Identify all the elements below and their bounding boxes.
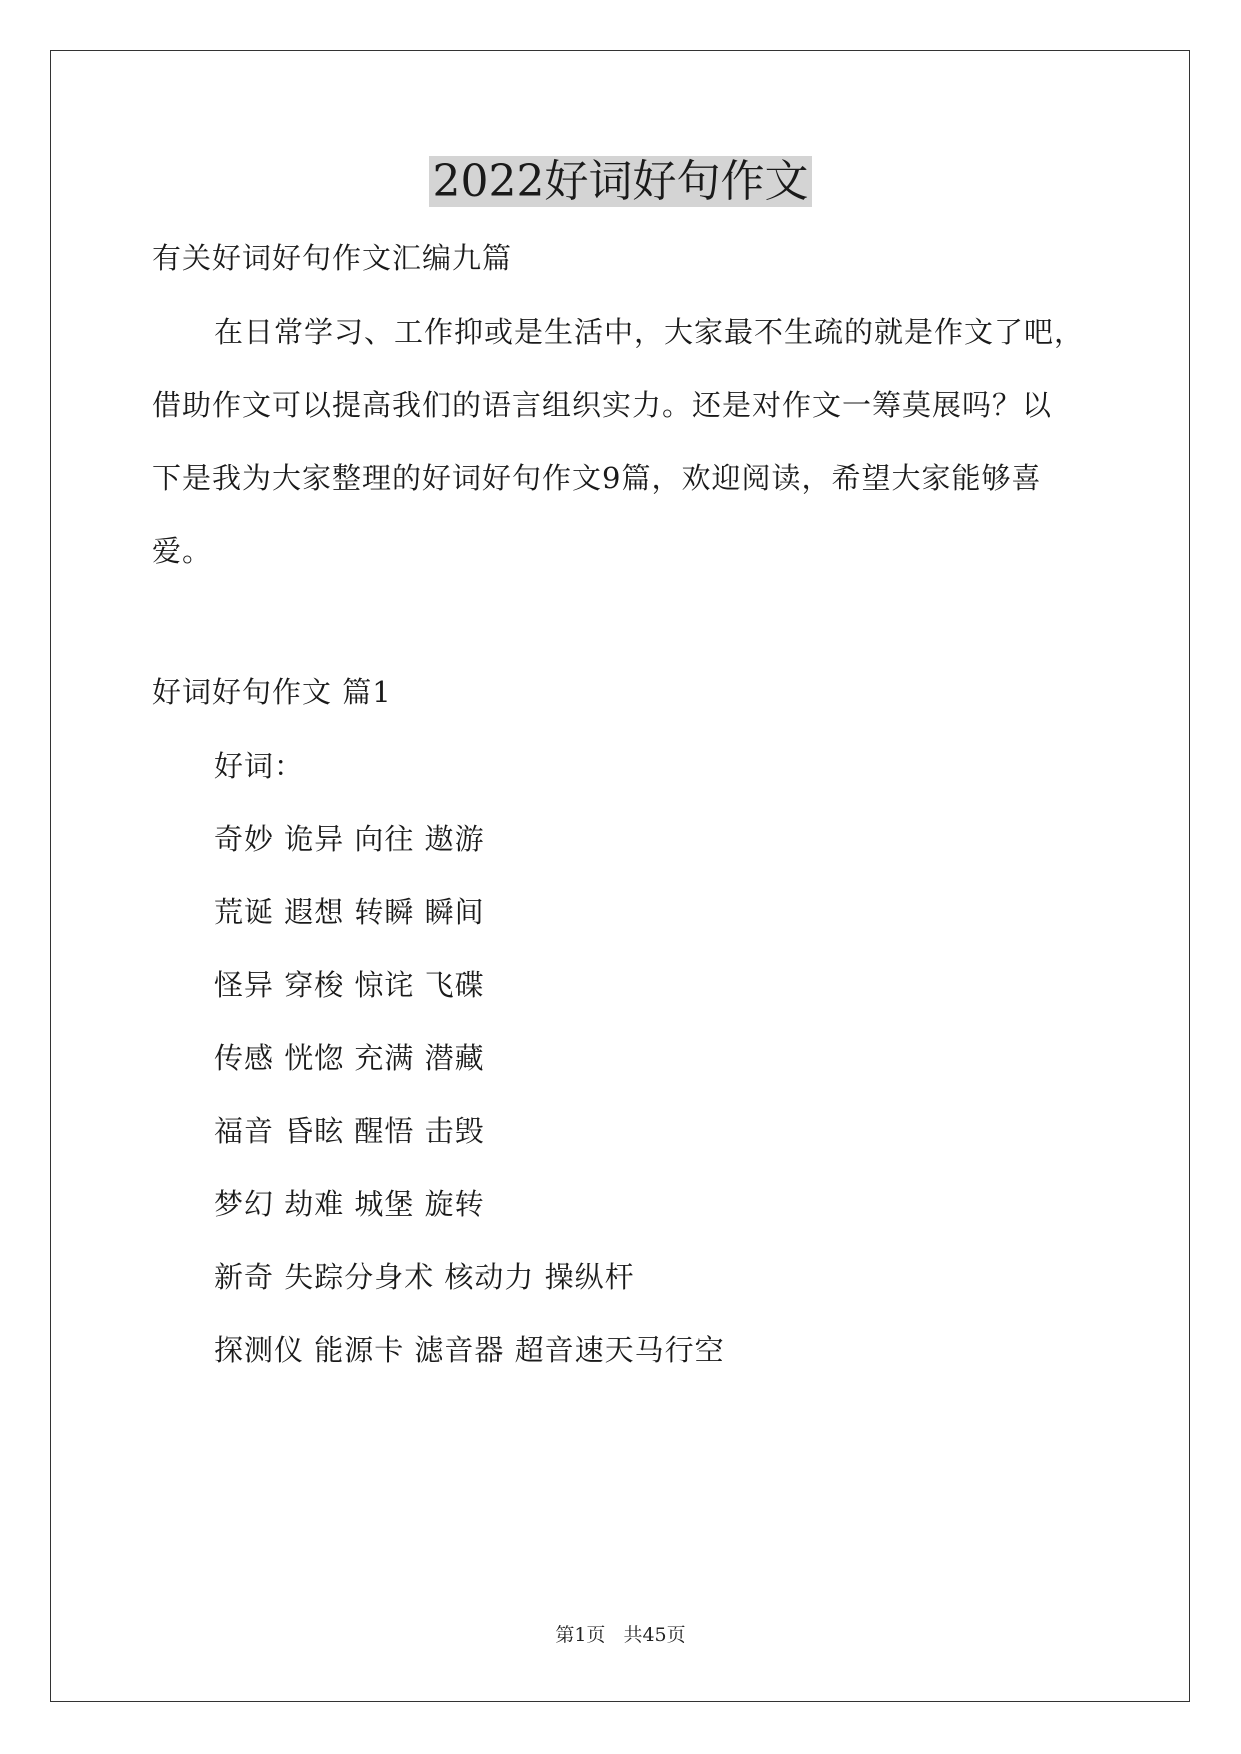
- page-border: [50, 50, 1190, 1702]
- page-footer: [0, 1622, 1241, 1648]
- document-subtitle: 有关好词好句作文汇编九篇: [152, 241, 513, 275]
- page-total: 共45页: [623, 1624, 686, 1646]
- section-heading: 好词好句作文 篇1: [152, 675, 392, 709]
- intro-line-2: 借助作文可以提高我们的语言组织实力。还是对作文一筹莫展吗？以: [152, 388, 1053, 422]
- word-line-1: 奇妙 诡异 向往 遨游: [214, 822, 485, 856]
- word-line-5: 福音 昏眩 醒悟 击毁: [214, 1114, 485, 1148]
- page-number: 第1页: [555, 1624, 606, 1646]
- word-line-8: 探测仪 能源卡 滤音器 超音速天马行空: [214, 1333, 725, 1367]
- document-title: 2022好词好句作文: [0, 152, 1241, 212]
- word-line-2: 荒诞 遐想 转瞬 瞬间: [214, 895, 485, 929]
- word-line-7: 新奇 失踪分身术 核动力 操纵杆: [214, 1260, 635, 1294]
- word-line-3: 怪异 穿梭 惊诧 飞碟: [214, 968, 485, 1002]
- intro-line-3: 下是我为大家整理的好词好句作文9篇，欢迎阅读，希望大家能够喜: [152, 461, 1042, 495]
- words-label: 好词：: [214, 749, 305, 783]
- word-line-6: 梦幻 劫难 城堡 旋转: [214, 1187, 485, 1221]
- word-line-4: 传感 恍惚 充满 潜藏: [214, 1041, 485, 1075]
- intro-line-1: 在日常学习、工作抑或是生活中，大家最不生疏的就是作文了吧，: [214, 315, 1085, 349]
- intro-line-4: 爱。: [152, 534, 213, 568]
